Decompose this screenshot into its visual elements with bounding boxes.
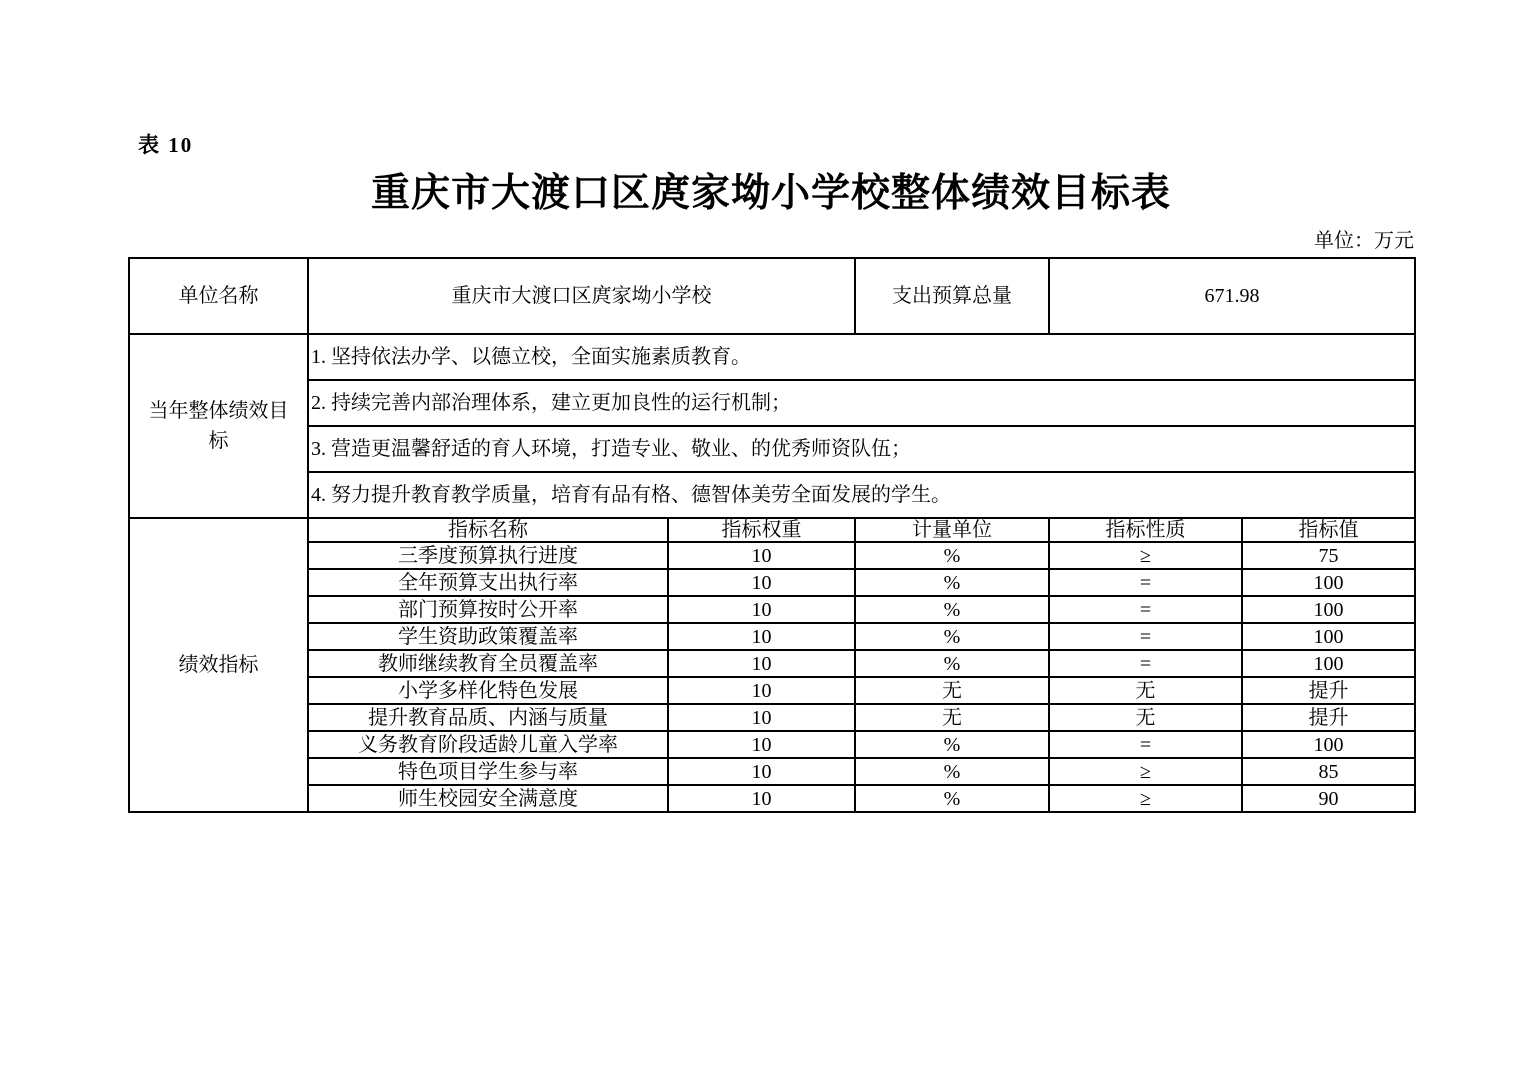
table-row [129,472,1415,518]
header-measure-unit: 计量单位 [855,518,1049,542]
indicator-nature: = [1049,731,1242,758]
indicator-value: 提升 [1242,677,1415,704]
table-row [129,334,1415,380]
indicator-value: 75 [1242,542,1415,569]
table-number-label: 表 10 [138,133,194,157]
indicator-name: 特色项目学生参与率 [308,758,668,785]
indicator-nature: = [1049,650,1242,677]
table-row [129,380,1415,426]
indicator-name: 义务教育阶段适龄儿童入学率 [308,731,668,758]
budget-value-cell: 671.98 [1049,258,1415,334]
indicator-value: 85 [1242,758,1415,785]
indicator-nature: = [1049,596,1242,623]
indicator-weight: 10 [668,650,855,677]
indicator-nature: ≥ [1049,758,1242,785]
indicator-weight: 10 [668,677,855,704]
goal-item-1: 1. 坚持依法办学、以德立校，全面实施素质教育。 [308,334,1415,380]
indicator-unit: % [855,542,1049,569]
indicator-value: 提升 [1242,704,1415,731]
indicator-nature: 无 [1049,704,1242,731]
indicator-weight: 10 [668,758,855,785]
indicator-name: 三季度预算执行进度 [308,542,668,569]
indicator-unit: % [855,731,1049,758]
header-indicator-nature: 指标性质 [1049,518,1242,542]
indicators-label: 绩效指标 [178,654,259,676]
indicator-unit: % [855,758,1049,785]
indicator-unit: % [855,785,1049,812]
goal-item-2: 2. 持续完善内部治理体系，建立更加良性的运行机制； [308,380,1415,426]
indicator-value: 100 [1242,650,1415,677]
indicator-name: 师生校园安全满意度 [308,785,668,812]
indicator-unit: 无 [855,704,1049,731]
indicator-row [129,650,1415,677]
indicator-value: 90 [1242,785,1415,812]
unit-name-label-cell: 单位名称 [129,258,308,334]
indicator-value: 100 [1242,623,1415,650]
indicator-nature: = [1049,569,1242,596]
indicator-value: 100 [1242,596,1415,623]
goal-item-3: 3. 营造更温馨舒适的育人环境，打造专业、敬业、的优秀师资队伍； [308,426,1415,472]
budget-label-cell: 支出预算总量 [855,258,1049,334]
page-title: 重庆市大渡口区庹家坳小学校整体绩效目标表 [370,172,1171,215]
indicator-unit: % [855,623,1049,650]
indicator-weight: 10 [668,596,855,623]
indicator-name: 提升教育品质、内涵与质量 [308,704,668,731]
indicator-value: 100 [1242,569,1415,596]
indicator-name: 教师继续教育全员覆盖率 [308,650,668,677]
indicator-weight: 10 [668,731,855,758]
indicator-weight: 10 [668,785,855,812]
indicator-weight: 10 [668,542,855,569]
indicator-weight: 10 [668,704,855,731]
table-row [129,426,1415,472]
goals-label: 当年整体绩效目标 [148,400,289,452]
indicator-row [129,596,1415,623]
indicator-nature: ≥ [1049,785,1242,812]
indicator-value: 100 [1242,731,1415,758]
indicator-unit: % [855,569,1049,596]
indicator-nature: ≥ [1049,542,1242,569]
goals-label-cell [129,334,308,518]
indicator-weight: 10 [668,569,855,596]
indicator-name: 学生资助政策覆盖率 [308,623,668,650]
indicator-row [129,623,1415,650]
unit-name-value-cell: 重庆市大渡口区庹家坳小学校 [308,258,855,334]
indicator-row [129,785,1415,812]
indicator-row [129,542,1415,569]
indicators-label-cell [129,518,308,812]
indicator-header-row [129,518,1415,542]
goal-item-4: 4. 努力提升教育教学质量，培育有品有格、德智体美劳全面发展的学生。 [308,472,1415,518]
header-indicator-name: 指标名称 [308,518,668,542]
indicator-row [129,569,1415,596]
performance-target-table [128,257,1416,813]
indicator-unit: 无 [855,677,1049,704]
indicator-row [129,704,1415,731]
indicator-name: 全年预算支出执行率 [308,569,668,596]
header-indicator-value: 指标值 [1242,518,1415,542]
indicator-unit: % [855,596,1049,623]
indicator-row [129,731,1415,758]
indicator-unit: % [855,650,1049,677]
indicator-row [129,758,1415,785]
indicator-nature: 无 [1049,677,1242,704]
header-indicator-weight: 指标权重 [668,518,855,542]
indicator-name: 部门预算按时公开率 [308,596,668,623]
unit-note: 单位：万元 [1314,230,1414,252]
indicator-weight: 10 [668,623,855,650]
table-row [129,258,1415,334]
indicator-row [129,677,1415,704]
indicator-nature: = [1049,623,1242,650]
indicator-name: 小学多样化特色发展 [308,677,668,704]
